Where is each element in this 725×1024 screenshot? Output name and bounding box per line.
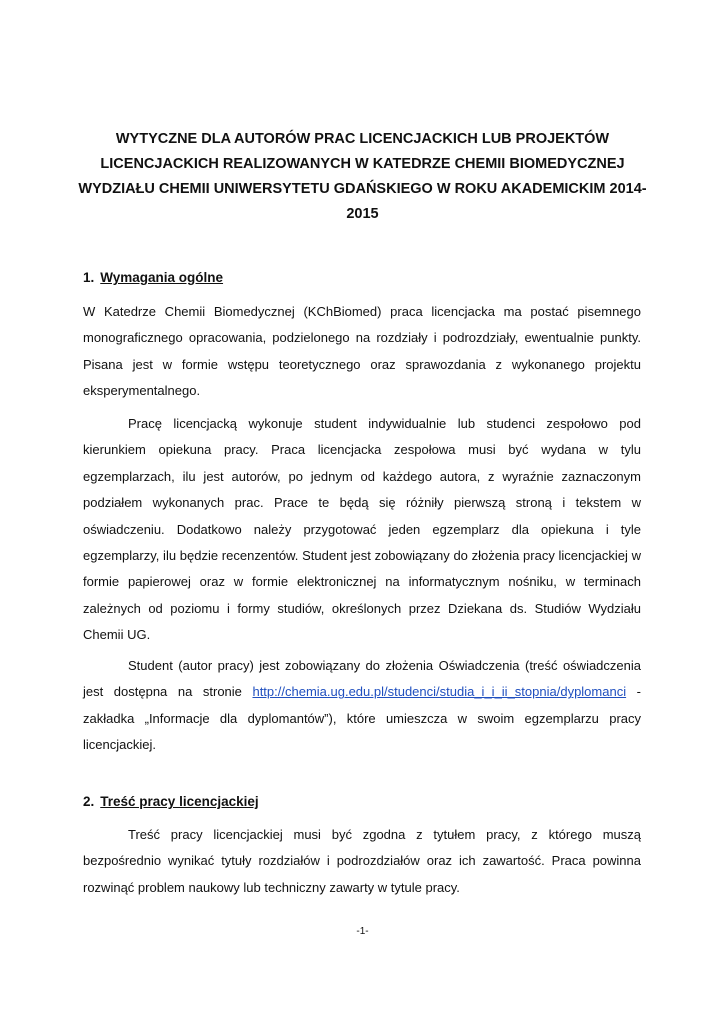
section-2-paragraph-1: Treść pracy licencjackiej musi być zgodna z tytułem pracy, z którego muszą bezpośrednio wynikać tytuły rozdziałów i podrozdziałów oraz ich zawartość. Praca powinna rozwinąć problem naukowy lub techniczny zawarty w tytule pracy. xyxy=(83,827,641,895)
section-2-title: Treść pracy licencjackiej xyxy=(100,794,259,809)
paragraph-3-text-start: Student (autor pracy) jest zobowiązany do złożenia Oświadczenia (treść oświadczenia jest dostępna na stronie xyxy=(83,658,641,700)
section-2-number: 2. xyxy=(83,794,95,809)
section-1-title: Wymagania ogólne xyxy=(100,270,224,285)
section-2-heading xyxy=(83,794,259,809)
paragraph-3-text-end: - zakładka „Informacje dla dyplomantów”), które umieszcza w swoim egzemplarzu pracy licencjackiej. xyxy=(83,684,641,753)
section-1-paragraph-3 xyxy=(83,653,641,759)
section-1-paragraph-1: W Katedrze Chemii Biomedycznej (KChBiomed) praca licencjacka ma postać pisemnego monograficznego opracowania, podzielonego na rozdziały i podrozdziały, ewentualnie punkty. Pisana jest w formie wstępu teoretycznego oraz sprawozdania z wykonanego projektu eksperymentalnego. xyxy=(83,304,641,399)
section-1-paragraph-2: Pracę licencjacką wykonuje student indywidualnie lub studenci zespołowo pod kierunkiem opiekuna pracy. Praca licencjacka zespołowa musi być wydana w tylu egzemplarzach, ilu jest autorów, po jednym od każdego autora, z wyraźnie zaznaczonym podziałem wykonanych prac. Prace te będą się różniły pierwszą stroną i tekstem w oświadczeniu. Dodatkowo należy przygotować jeden egzemplarz dla opiekuna i tyle egzemplarzy, ilu będzie recenzentów. Student jest zobowiązany do złożenia pracy licencjackiej w formie papierowej oraz w formie elektronicznej na informatycznym nośniku, w terminach zależnych od poziomu i formy studiów, określonych przez Dziekana ds. Studiów Wydziału Chemii UG. xyxy=(83,416,641,643)
page-number: -1- xyxy=(356,926,369,937)
dyplomanci-link[interactable]: http://chemia.ug.edu.pl/studenci/studia_i_i_ii_stopnia/dyplomanci xyxy=(252,684,627,700)
document-title: WYTYCZNE DLA AUTORÓW PRAC LICENCJACKICH LUB PROJEKTÓW LICENCJACKICH REALIZOWANYCH W KATEDRZE CHEMII BIOMEDYCZNEJ WYDZIAŁU CHEMII UNIWERSYTETU GDAŃSKIEGO W ROKU AKADEMICKIM 2014-2015 xyxy=(78,131,647,222)
section-1-heading xyxy=(83,270,223,285)
section-1-number: 1. xyxy=(83,270,95,285)
